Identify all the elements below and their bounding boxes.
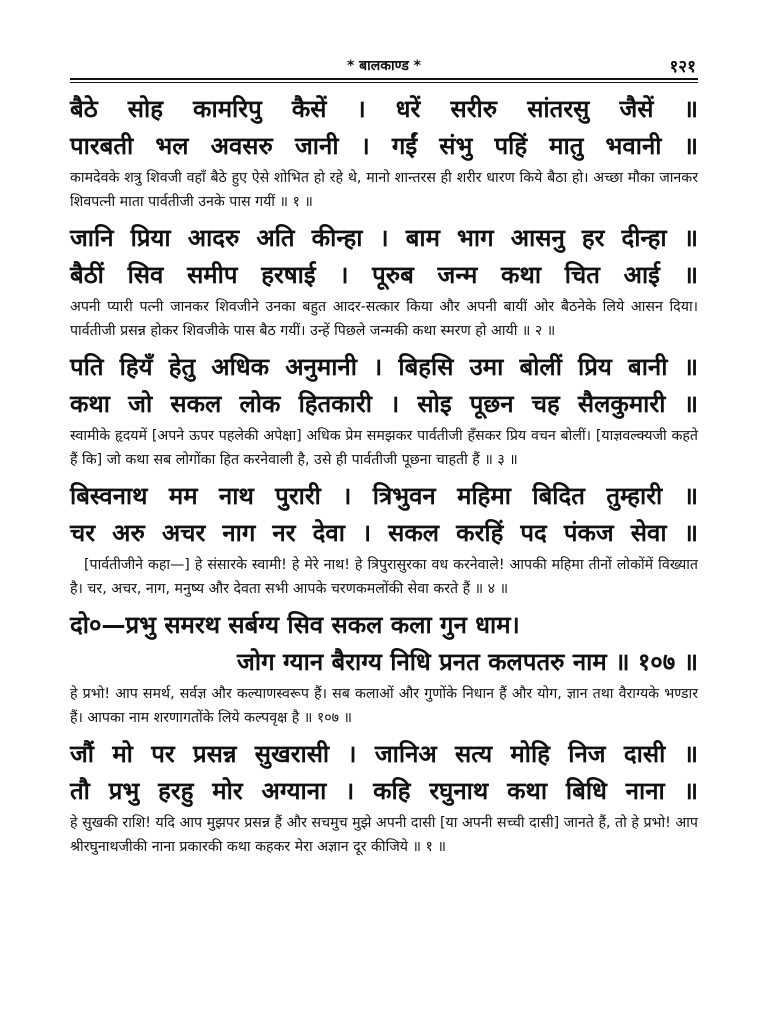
verse-meaning: कामदेवके शत्रु शिवजी वहाँ बैठे हुए ऐसे शोभित हो रहे थे, मानो शान्तरस ही शरीर धारण किये बैठा हो। अच्छा मौका जानकर शिवपत्नी माता पार्वतीजी उनके पास गयीं ॥ १ ॥ bbox=[70, 170, 698, 210]
doha-line: दो०—प्रभु समरथ सर्बग्य सिव सकल कला गुन धाम। bbox=[70, 611, 520, 639]
verse-meaning: [पार्वतीजीने कहा—] हे संसारके स्वामी! हे मेरे नाथ! हे त्रिपुरासुरका वध करनेवाले! आपकी महिमा तीनों लोकोंमें विख्यात है। चर, अचर, नाग, मनुष्य और देवता सभी आपके चरणकमलोंकी सेवा करते हैं ॥ ४ ॥ bbox=[70, 557, 698, 597]
verse-line: चर अरु अचर नाग नर देवा । सकल करहिं पद पंकज सेवा ॥ bbox=[70, 519, 698, 547]
verse-line: बैठे सोह कामरिपु कैसें । धरें सरीरु सांतरसु जैसें ॥ bbox=[70, 95, 698, 123]
verse-meaning: हे सुखकी राशि! यदि आप मुझपर प्रसन्न हैं और सचमुच मुझे अपनी दासी [या अपनी सच्ची दासी] जानते हैं, तो हे प्रभो! आप श्रीरघुनाथजीकी नाना प्रकारकी कथा कहकर मेरा अज्ञान दूर कीजिये ॥ १ ॥ bbox=[70, 815, 698, 855]
verse-line: पारबती भल अवसरु जानी । गईं संभु पहिं मातु भवानी ॥ bbox=[70, 132, 698, 160]
header-rule bbox=[70, 78, 698, 80]
doha-block bbox=[70, 607, 698, 730]
page-header bbox=[70, 52, 698, 78]
chaupai-block-5 bbox=[70, 736, 698, 859]
header-rule-thin bbox=[70, 82, 698, 83]
section-title: * बालकाण्ड * bbox=[346, 58, 422, 74]
verse-meaning: अपनी प्यारी पत्नी जानकर शिवजीने उनका बहुत आदर-सत्कार किया और अपनी बायीं ओर बैठनेके लिये आसन दिया। पार्वतीजी प्रसन्न होकर शिवजीके पास बैठ गयीं। उन्हें पिछले जन्मकी कथा स्मरण हो आयी ॥ २ ॥ bbox=[70, 299, 698, 339]
doha-meaning: हे प्रभो! आप समर्थ, सर्वज्ञ और कल्याणस्वरूप हैं। सब कलाओं और गुणोंके निधान हैं और योग, ज्ञान तथा वैराग्यके भण्डार हैं। आपका नाम शरणागतोंके लिये कल्पवृक्ष है ॥ १०७ ॥ bbox=[70, 686, 698, 726]
chaupai-block-2 bbox=[70, 220, 698, 343]
verse-line: तौ प्रभु हरहु मोर अग्याना । कहि रघुनाथ कथा बिधि नाना ॥ bbox=[70, 777, 698, 805]
page-number: १२१ bbox=[669, 57, 696, 77]
verse-line: पति हियँ हेतु अधिक अनुमानी । बिहसि उमा बोलीं प्रिय बानी ॥ bbox=[70, 353, 698, 381]
verse-meaning: स्वामीके हृदयमें [अपने ऊपर पहलेकी अपेक्षा] अधिक प्रेम समझकर पार्वतीजी हँसकर प्रिय वचन बोलीं। [याज्ञवल्क्यजी कहते हैं कि] जो कथा सब लोगोंका हित करनेवाली है, उसे ही पार्वतीजी पूछना चाहती हैं ॥ ३ ॥ bbox=[70, 428, 698, 468]
chaupai-block-3 bbox=[70, 349, 698, 472]
book-page bbox=[70, 52, 698, 865]
verse-line: बिस्वनाथ मम नाथ पुरारी । त्रिभुवन महिमा बिदित तुम्हारी ॥ bbox=[70, 482, 698, 510]
doha-line: जोग ग्यान बैराग्य निधि प्रनत कलपतरु नाम ॥ १०७ ॥ bbox=[237, 648, 698, 676]
verse-line: जानि प्रिया आदरु अति कीन्हा । बाम भाग आसनु हर दीन्हा ॥ bbox=[70, 224, 698, 252]
verse-line: कथा जो सकल लोक हितकारी । सोइ पूछन चह सैलकुमारी ॥ bbox=[70, 390, 698, 418]
verse-line: जौं मो पर प्रसन्न सुखरासी । जानिअ सत्य मोहि निज दासी ॥ bbox=[70, 740, 698, 768]
chaupai-block-4 bbox=[70, 478, 698, 601]
chaupai-block-1 bbox=[70, 91, 698, 214]
verse-line: बैठीं सिव समीप हरषाई । पूरुब जन्म कथा चित आई ॥ bbox=[70, 261, 698, 289]
